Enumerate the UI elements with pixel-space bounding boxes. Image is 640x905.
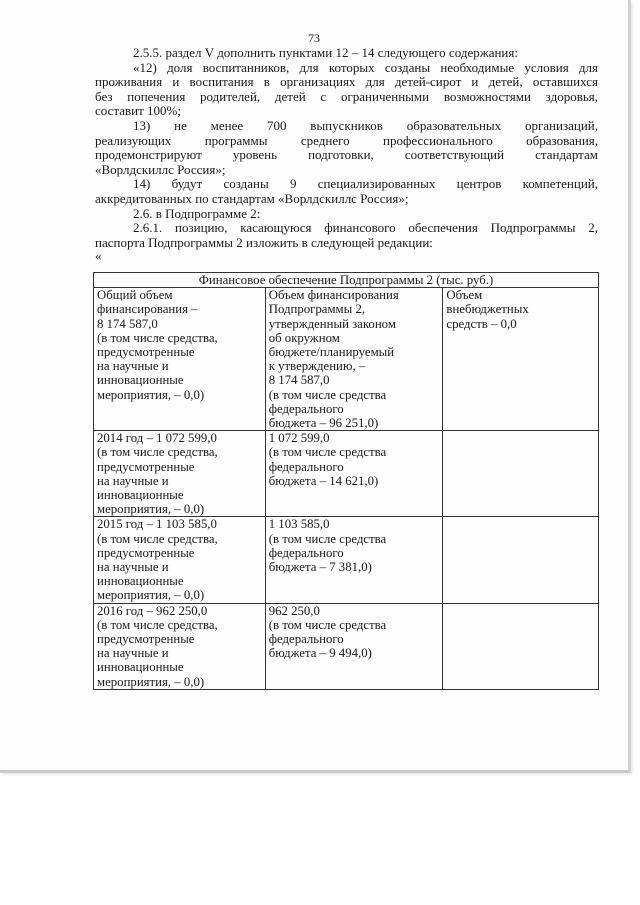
cell-text-line: мероприятия, – 0,0) [97, 502, 205, 517]
cell-text-line: бюджета – 14 621,0) [268, 473, 379, 488]
cell-text-line: предусмотренные [97, 545, 195, 560]
table-cell [265, 517, 443, 603]
cell-text-line: (в том числе средства, [97, 445, 218, 460]
paragraph-2-6-1 [95, 221, 598, 250]
cell-text-line: инновационные [97, 574, 184, 589]
table-row [94, 603, 599, 689]
cell-text-line: 2015 год – 1 103 585,0 [97, 517, 217, 532]
table-title: Финансовое обеспечение Подпрограммы 2 (тыс. руб.) [94, 273, 599, 288]
cell-text-line: предусмотренные [97, 459, 195, 474]
cell-text-line: (в том числе средства, [97, 531, 218, 546]
cell-text-line: об окружном [268, 330, 340, 345]
cell-text-line: мероприятия, – 0,0) [97, 387, 205, 402]
cell-text-line: инновационные [97, 488, 184, 503]
table-row [94, 431, 599, 517]
cell-text-line: 2014 год – 1 072 599,0 [97, 431, 217, 446]
paragraph-2-6: 2.6. в Подпрограмме 2: [133, 205, 261, 221]
cell-text-line: к утверждению, – [268, 359, 366, 374]
table-cell [443, 517, 599, 603]
table-cell [94, 431, 266, 517]
table-cell [443, 603, 599, 689]
table-cell [265, 603, 443, 689]
cell-text-line: финансирования – [97, 302, 198, 317]
cell-text-line: предусмотренные [97, 632, 195, 647]
cell-text-line: инновационные [97, 373, 184, 388]
table-title-row [94, 273, 599, 288]
cell-text-line: 8 174 587,0 [97, 316, 158, 331]
cell-text-line: мероприятия, – 0,0) [97, 674, 205, 689]
cell-text-line: федерального [268, 545, 344, 560]
cell-text-line: 962 250,0 [268, 603, 320, 618]
cell-text-line: федерального [268, 632, 344, 647]
cell-text-line: предусмотренные [97, 345, 195, 360]
cell-text-line: мероприятия, – 0,0) [97, 588, 205, 603]
text-line: 14) будут созданы 9 специализированных центров компетенций, [133, 176, 598, 192]
cell-text-line: (в том числе средства, [97, 330, 218, 345]
cell-text-line: бюджете/планируемый [268, 345, 395, 360]
table-cell [265, 431, 443, 517]
cell-text-line: бюджета – 7 381,0) [268, 560, 372, 575]
cell-text-line: 2016 год – 962 250,0 [97, 603, 208, 618]
text-line: реализующих программы среднего профессионального образования, [95, 132, 598, 148]
cell-text-line: внебюджетных [446, 302, 529, 317]
table-cell [94, 517, 266, 603]
text-line: без попечения родителей, детей с ограниченными возможностями здоровья, [95, 88, 598, 104]
cell-text-line: 1 072 599,0 [268, 431, 330, 446]
financing-table [93, 272, 599, 690]
cell-text-line: (в том числе средства [268, 531, 387, 546]
table-row [94, 517, 599, 603]
text-line: 2.6.1. позицию, касающуюся финансового обеспечения Подпрограммы 2, [133, 220, 598, 236]
cell-text-line: (в том числе средства [268, 445, 387, 460]
table-body [94, 288, 599, 690]
paragraph-item-12 [95, 61, 598, 119]
cell-text-line: федерального [268, 459, 344, 474]
text-line: составит 100%; [95, 103, 181, 119]
table-row [94, 288, 599, 431]
table-cell [94, 288, 266, 431]
cell-text-line: на научные и [97, 560, 169, 575]
text-line: «Ворлдскиллс Россия»; [95, 161, 226, 177]
paragraph-item-13 [95, 119, 598, 177]
table-cell [94, 603, 266, 689]
page-number: 73 [308, 31, 320, 45]
cell-text-line: инновационные [97, 660, 184, 675]
cell-text-line: средств – 0,0 [446, 316, 517, 331]
paragraph-item-14 [95, 177, 598, 206]
cell-text-line: Общий объем [97, 288, 173, 303]
cell-text-line: на научные и [97, 359, 169, 374]
table-cell [443, 288, 599, 431]
cell-text-line: Объем [446, 288, 483, 303]
document-body [95, 46, 598, 262]
cell-text-line: утвержденный законом [268, 316, 396, 331]
table-cell [265, 288, 443, 431]
cell-text-line: (в том числе средства [268, 387, 387, 402]
cell-text-line: бюджета – 9 494,0) [268, 646, 372, 661]
cell-text-line: федерального [268, 401, 344, 416]
paragraph-2-5-5: 2.5.5. раздел V дополнить пунктами 12 – 14 следующего содержания: [133, 45, 518, 60]
text-line: продемонстрируют уровень подготовки, соответствующий стандартам [95, 147, 598, 163]
cell-text-line: Подпрограммы 2, [268, 302, 366, 317]
cell-text-line: на научные и [97, 646, 169, 661]
text-line: проживания и воспитания в организациях для детей-сирот и детей, оставшихся [95, 74, 598, 90]
table-cell [443, 431, 599, 517]
cell-text-line: 8 174 587,0 [268, 373, 330, 388]
text-line: аккредитованных по стандартам «Ворлдскиллс Россия»; [95, 190, 409, 206]
opening-quote: « [95, 248, 102, 264]
cell-text-line: Объем финансирования [268, 288, 399, 303]
cell-text-line: 1 103 585,0 [268, 517, 330, 532]
cell-text-line: (в том числе средства, [97, 617, 218, 632]
text-line: «12) доля воспитанников, для которых созданы необходимые условия для [133, 59, 598, 75]
cell-text-line: (в том числе средства [268, 617, 387, 632]
text-line: 13) не менее 700 выпускников образовательных организаций, [133, 117, 598, 133]
text-line: паспорта Подпрограммы 2 изложить в следующей редакции: [95, 234, 433, 250]
cell-text-line: на научные и [97, 473, 169, 488]
cell-text-line: бюджета – 96 251,0) [268, 416, 379, 431]
